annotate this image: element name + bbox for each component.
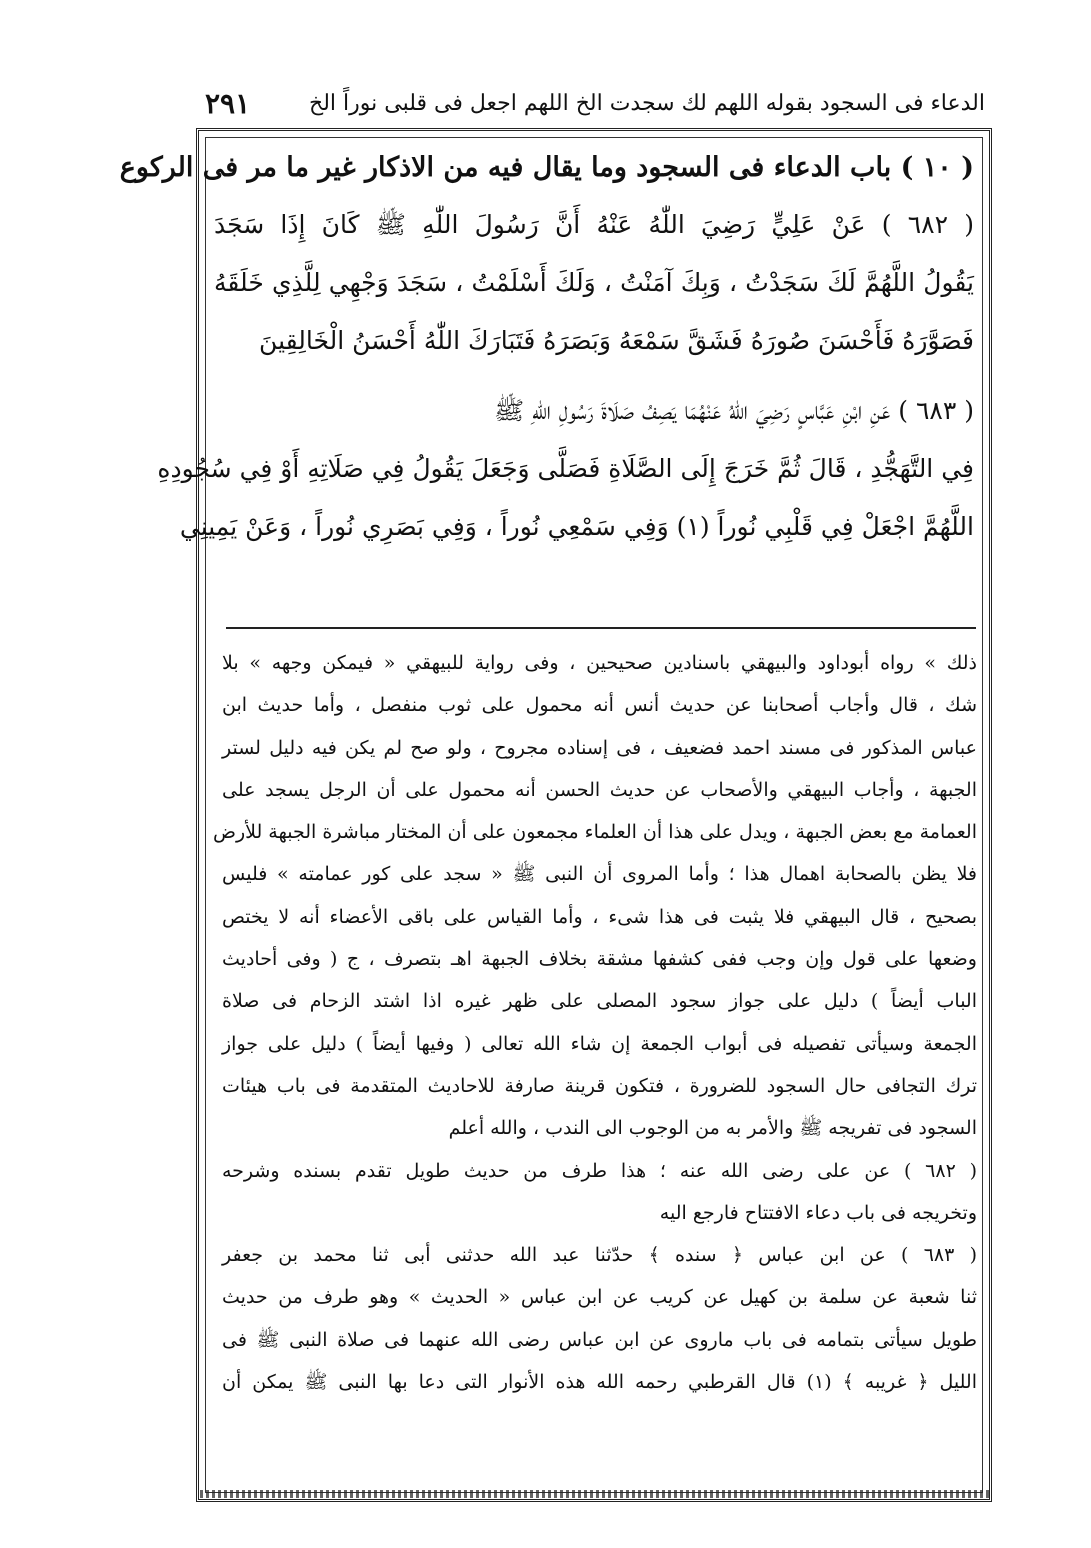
bottom-ornament (200, 1490, 990, 1498)
hadith-line: فِي التَّهَجُّدِ ، قَالَ ثُمَّ خَرَجَ إِلَى الصَّلَاةِ فَصَلَّى وَجَعَلَ يَقُولُ فِي صَلَاتِهِ أَوْ فِي سُجُودِهِ (157, 454, 974, 483)
running-title: الدعاء فى السجود بقوله اللهم لك سجدت الخ اللهم اجعل فى قلبى نوراً الخ (309, 90, 985, 116)
commentary-line: ترك التجافى حال السجود للضرورة ، فتكون قرينة صارفة للاحاديث المتقدمة فى باب هيئات (222, 1074, 978, 1097)
hadith-gap (214, 370, 974, 382)
page-number: ٢٩١ (205, 86, 251, 120)
commentary-line: العمامة مع بعض الجبهة ، ويدل على هذا أن العلماء مجمعون على أن المختار مباشرة الجبهة للأرض (212, 821, 977, 844)
footnote-separator (226, 627, 976, 629)
commentary-line: ثنا شعبة عن سلمة بن كهيل عن كريب عن ابن عباس « الحديث » وهو طرف من حديث (222, 1286, 977, 1309)
hadith-line: ( ٦٨٣ ) عَنِ ابْنِ عَبَّاسٍ رَضِيَ اللّٰهُ عَنْهُمَا يَصِفُ صَلَاةَ رَسُولِ اللّٰهِ ﷺ (494, 396, 974, 425)
hadith-line: ( ٦٨٢ ) عَنْ عَلِيٍّ رَضِيَ اللّٰهُ عَنْهُ أَنَّ رَسُولَ اللّٰهِ ﷺ كَانَ إِذَا سَجَدَ (214, 210, 974, 239)
hadith-682 (214, 196, 974, 370)
commentary-line: وتخريجه فى باب دعاء الافتتاح فارجع اليه (659, 1201, 977, 1224)
commentary-line: وضعها على قول وإن وجب ففى كشفها مشقة بخلاف الجبهة اهـ بتصرف ، ج ( وفى أحاديث (222, 948, 977, 971)
hadith-line: فَصَوَّرَهُ فَأَحْسَنَ صُورَهُ فَشَقَّ سَمْعَهُ وَبَصَرَهُ فَتَبَارَكَ اللّٰهُ أَحْسَنُ الْخَالِقِينَ (259, 326, 974, 355)
commentary-line: شك ، قال وأجاب أصحابنا عن حديث أنس أنه محمول على ثوب منفصل ، وأما حديث ابن (222, 694, 977, 717)
commentary-line: ( ٦٨٢ ) عن على رضى الله عنه ؛ هذا طرف من حديث طويل تقدم بسنده وشرحه (222, 1159, 978, 1182)
main-text (119, 140, 974, 556)
hadith-line: يَقُولُ اللَّهُمَّ لَكَ سَجَدْتُ ، وَبِكَ آمَنْتُ ، وَلَكَ أَسْلَمْتُ ، سَجَدَ وَجْهِي لِلَّذِي خَلَقَهُ (214, 268, 974, 297)
hadith-683 (157, 382, 974, 556)
commentary-line: الباب أيضاً ) دليل على جواز سجود المصلى على ظهر غيره اذا اشتد الزحام فى صلاة (222, 990, 977, 1013)
hadith-line: اللَّهُمَّ اجْعَلْ فِي قَلْبِي نُوراً (١) وَفِي سَمْعِي نُوراً ، وَفِي بَصَرِي نُوراً ، وَعَنْ يَمِينِي (179, 512, 974, 541)
commentary-line: عباس المذكور فى مسند احمد فضعيف ، فى إسناده مجروح ، ولو صح لم يكن فيه دليل لستر (222, 736, 977, 759)
commentary-line: فلا يظن بالصحابة اهمال هذا ؛ وأما المروى أن النبى ﷺ « سجد على كور عمامته » فليس (222, 863, 977, 886)
commentary-line: ( ٦٨٣ ) عن ابن عباس ﴿ سنده ﴾ حدّثنا عبد الله حدثنى أبى ثنا محمد بن جعفر (222, 1244, 978, 1267)
chapter-heading: ( ١٠ ) باب الدعاء فى السجود وما يقال فيه من الاذكار غير ما مر فى الركوع (119, 152, 974, 183)
commentary-line: الليل ﴿ غريبه ﴾ (١) قال القرطبي رحمه الله هذه الأنوار التى دعا بها النبى ﷺ يمكن أن (222, 1371, 977, 1394)
commentary (212, 642, 978, 1403)
commentary-line: الجمعة وسيأتى تفصيله فى أبواب الجمعة إن شاء الله تعالى ( وفيها أيضاً ) دليل على جواز (222, 1032, 977, 1055)
commentary-line: بصحيح ، قال البيهقي فلا يثبت فى هذا شىء ، وأما القياس على باقى الأعضاء أنه لا يختص (222, 905, 977, 928)
commentary-line: طويل سيأتى بتمامه فى باب ماروى عن ابن عباس رضى الله عنهما فى صلاة النبى ﷺ فى (222, 1328, 977, 1351)
commentary-line: السجود فى تفريجه ﷺ والأمر به من الوجوب الى الندب ، والله أعلم (448, 1117, 977, 1140)
commentary-line: الجبهة ، وأجاب البيهقي والأصحاب عن حديث الحسن أنه محمول على أن الرجل يسجد على (222, 778, 977, 801)
running-header (205, 84, 985, 122)
commentary-line: ذلك » رواه أبوداود والبيهقي باسنادين صحيحين ، وفى رواية للبيهقي « فيمكن وجهه » بلا (222, 652, 977, 674)
